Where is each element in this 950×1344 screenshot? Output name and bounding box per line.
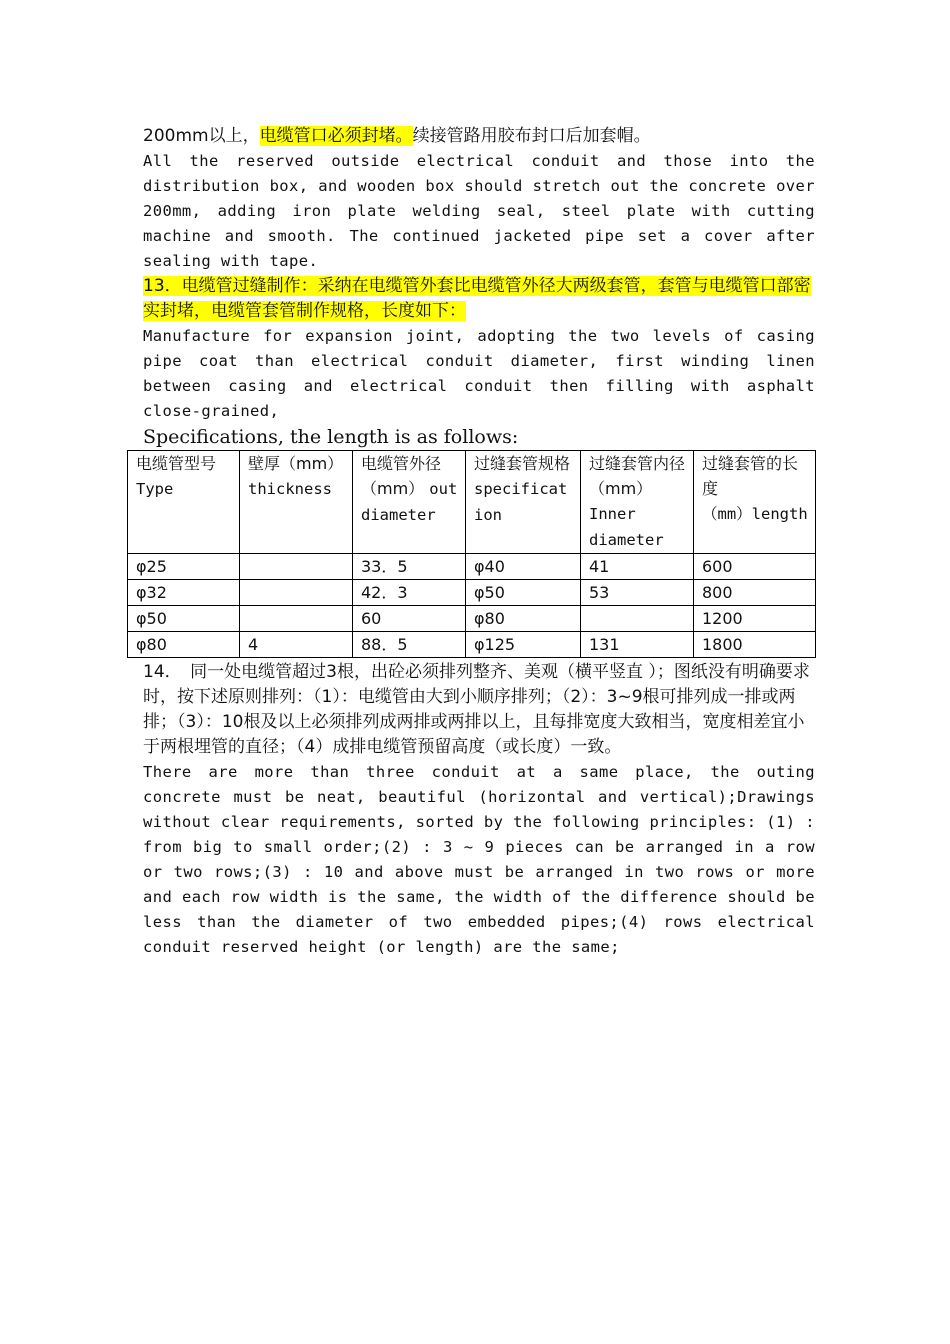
p1-cn-text: 200mm以上， <box>143 126 260 146</box>
p2-cn-highlight: 13．电缆管过缝制作：采纳在电缆管外套比电缆管外径大两级套管，套管与电缆管口部密实封堵，电缆管套管制作规格，长度如下： <box>143 276 811 321</box>
table-cell: φ50 <box>466 580 581 606</box>
table-cell: 33．5 <box>353 554 466 580</box>
table-cell: φ25 <box>128 554 240 580</box>
table-cell: 800 <box>694 580 816 606</box>
table-cell <box>240 554 353 580</box>
paragraph-2-english: Manufacture for expansion joint, adopting the two levels of casing pipe coat than electrical conduit diameter, first winding linen between casing and electrical conduit then filling with asphalt close-grained, <box>143 327 815 420</box>
table-cell <box>240 606 353 632</box>
table-cell: φ50 <box>128 606 240 632</box>
table-cell: φ80 <box>466 606 581 632</box>
paragraph-1-english: All the reserved outside electrical conduit and those into the distribution box, and wooden box should stretch out the concrete over 200mm, adding iron plate welding seal, steel plate with cutting machine and smooth. The continued jacketed pipe set a cover after sealing with tape. <box>143 152 815 270</box>
paragraph-3-english: There are more than three conduit at a same place, the outing concrete must be neat, beautiful (horizontal and vertical);Drawings without clear requirements, sorted by the following principles: (1) : from big to small order;(2) : 3 ~ 9 pieces can be arranged in a row or two rows;(3) : 10 and above must be arranged in two rows or more and each row width is the same, the width of the difference should be less than the diameter of two embedded pipes;(4) rows electrical conduit reserved height (or length) are the same; <box>143 763 815 956</box>
table-header-cell: 过缝套管内径（mm） Inner diameter <box>581 451 694 554</box>
table-row <box>128 580 816 606</box>
table-row <box>128 554 816 580</box>
table-cell: 42．3 <box>353 580 466 606</box>
table-header-cell: 壁厚（mm） thickness <box>240 451 353 554</box>
specification-table <box>127 450 816 658</box>
table-cell: 1200 <box>694 606 816 632</box>
table-cell: φ32 <box>128 580 240 606</box>
table-cell: 41 <box>581 554 694 580</box>
table-cell <box>581 606 694 632</box>
table-header-cell: 电缆管外径（mm） out diameter <box>353 451 466 554</box>
table-header-cell: 过缝套管规格 specification <box>466 451 581 554</box>
table-cell: 600 <box>694 554 816 580</box>
paragraph-1-chinese <box>143 124 815 149</box>
table-header-cell: 过缝套管的长度 （mm）length <box>694 451 816 554</box>
table-cell: 4 <box>240 632 353 658</box>
specifications-line: Specifications, the length is as follows: <box>143 426 519 448</box>
table-cell: φ80 <box>128 632 240 658</box>
table-cell: 1800 <box>694 632 816 658</box>
table-row <box>128 606 816 632</box>
paragraph-2-chinese <box>143 274 815 324</box>
table-cell: 131 <box>581 632 694 658</box>
document-page <box>136 124 815 960</box>
table-cell: 88．5 <box>353 632 466 658</box>
table-cell: φ125 <box>466 632 581 658</box>
table-cell: 53 <box>581 580 694 606</box>
table-row <box>128 632 816 658</box>
table-cell: φ40 <box>466 554 581 580</box>
table-cell <box>240 580 353 606</box>
p1-cn-highlight: 电缆管口必须封堵。 <box>259 126 413 146</box>
p1-cn-text-after: 续接管路用胶布封口后加套帽。 <box>412 126 651 146</box>
paragraph-3-chinese: 14． 同一处电缆管超过3根，出砼必须排列整齐、美观（横平竖直 ）；图纸没有明确要求时，按下述原则排列：（1）：电缆管由大到小顺序排列；（2）：3~9根可排列成一排或两排；（3）：10根及以上必须排列成两排或两排以上，且每排宽度大致相当，宽度相差宜小于两根埋管的直径；（4）成排电缆管预留高度（或长度）一致。 <box>143 662 810 757</box>
table-header-cell: 电缆管型号 Type <box>128 451 240 554</box>
table-cell: 60 <box>353 606 466 632</box>
table-header-row <box>128 451 816 554</box>
